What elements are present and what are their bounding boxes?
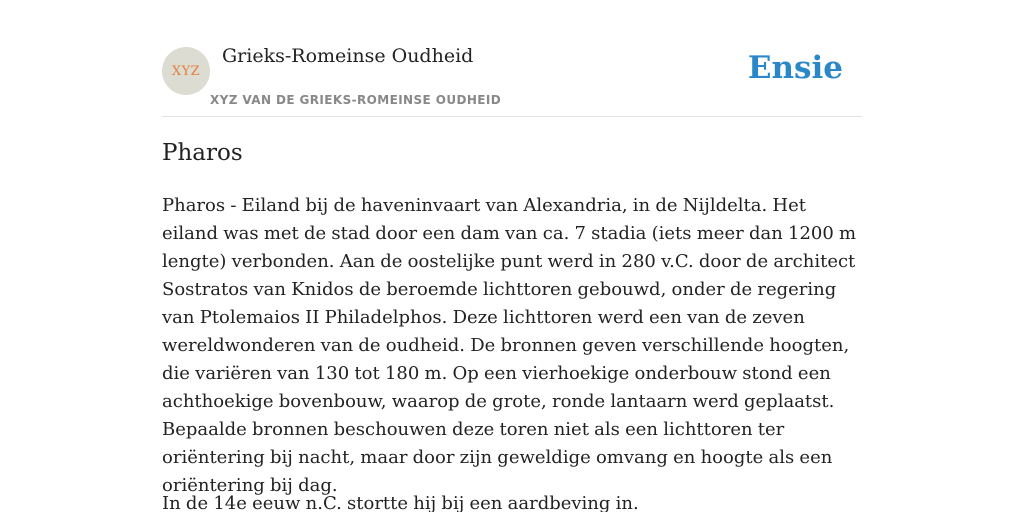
- content-column: [162, 0, 862, 512]
- article-paragraph: Pharos - Eiland bij de haveninvaart van Alexandria, in de Nijldelta. Het eiland was met de stad door een dam van ca. 7 stadia (iets meer dan 1200 m lengte) verbonden. Aan de oostelijke punt werd in 280 v.C. door de architect Sostratos van Knidos de beroemde lichttoren gebouwd, onder de regering van Ptolemaios II Philadelphos. Deze lichttoren werd een van de zeven wereldwonderen van de oudheid. De bronnen geven verschillende hoogten, die variëren van 130 tot 180 m. Op een vierhoekige onderbouw stond een achthoekige bovenbouw, waarop de grote, ronde lantaarn werd geplaatst. Bepaalde bronnen beschouwen deze toren niet als een lichttoren ter oriëntering bij nacht, maar door zijn geweldige omvang en hoogte als een oriëntering bij dag.: [162, 195, 857, 496]
- brand-logo[interactable]: Ensie: [747, 50, 843, 86]
- publication-subtitle[interactable]: XYZ VAN DE GRIEKS-ROMEINSE OUDHEID: [210, 93, 502, 107]
- publication-avatar[interactable]: XYZ: [162, 47, 210, 95]
- publication-title[interactable]: Grieks-Romeinse Oudheid: [222, 45, 474, 67]
- page-header: [162, 0, 862, 117]
- article-title: Pharos: [162, 140, 243, 166]
- article-paragraph: In de 14e eeuw n.C. stortte hij bij een aardbeving in.: [162, 493, 639, 512]
